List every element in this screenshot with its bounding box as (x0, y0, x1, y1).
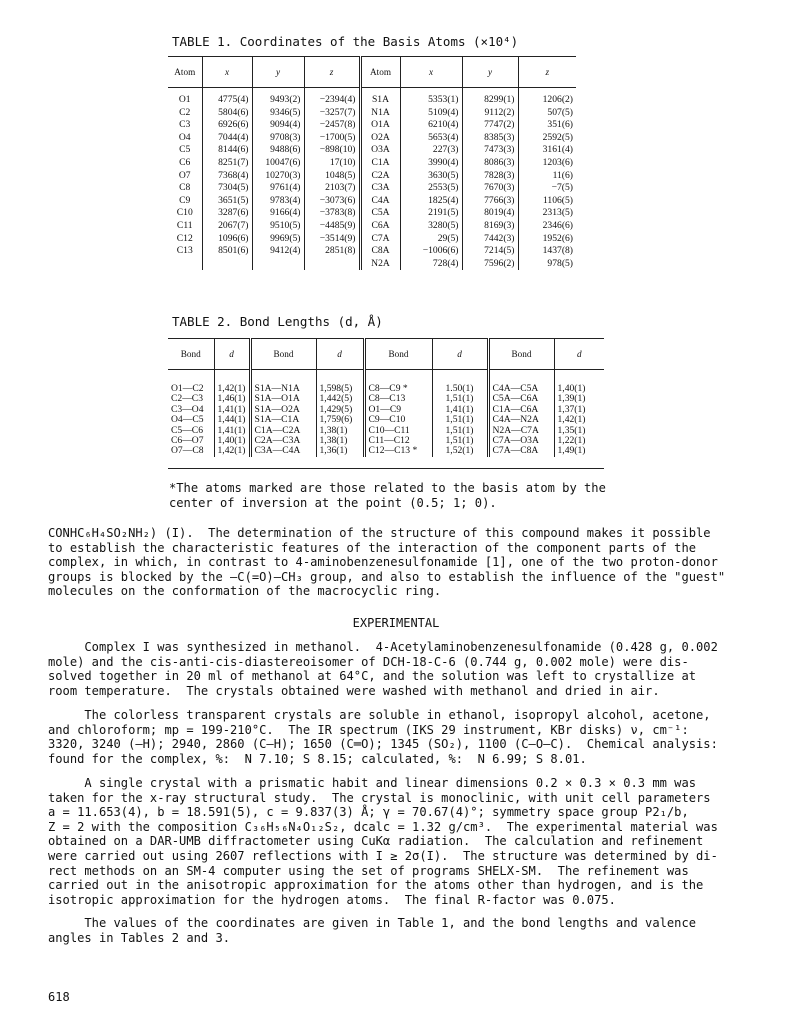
table1-x-right: 5353(1) 5109(4) 6210(4) 5653(4) 227(3) 3990(4) 3630(5) 2553(5) 1825(4) 2191(5) 3280(5) 29(5) −1006(6) 728(4) (400, 88, 462, 271)
paragraph-synthesis: Complex I was synthesized in methanol. 4-Acetylaminobenzenesulfonamide (0.428 g, 0.002 mole) and the cis-anti-cis-diastereoisomer of DCH-18-C-6 (0.744 g, 0.002 mole) were dis- solved together in 20 ml of methanol at 64°C, and the solution was left to crystallize at room temperature. The crystals obtained were washed with methanol and dried in air. (48, 640, 718, 698)
table1-header-atom: Atom (168, 57, 202, 88)
table2-bonds-3: C8—C9 * C8—C13 O1—C9 C9—C10 C10—C11 C11—C12 C12—C13 * (364, 370, 432, 457)
table2-bottom-rule (168, 468, 604, 469)
table1-header-y-2: y (462, 57, 518, 88)
table1-atoms-left: O1 C2 C3 O4 C5 C6 O7 C8 C9 C10 C11 C12 C13 (176, 94, 193, 257)
table2-d-2: 1,598(5) 1,442(5) 1,429(5) 1,759(6) 1,38(1) 1,38(1) 1,36(1) (316, 370, 364, 457)
table1 (168, 56, 576, 270)
section-heading: EXPERIMENTAL (352, 616, 440, 630)
page-number: 618 (48, 990, 70, 1004)
table2-header-bond-1: Bond (168, 339, 214, 370)
table2-d-3: 1.50(1) 1,51(1) 1,41(1) 1,51(1) 1,51(1) 1,51(1) 1,52(1) (432, 370, 488, 457)
table2-footnote: *The atoms marked are those related to the basis atom by the center of inversion at the point (0.5; 1; 0). (169, 481, 606, 510)
table2-caption: TABLE 2. Bond Lengths (d, Å) (172, 314, 383, 329)
table2-header-bond-3: Bond (364, 339, 432, 370)
table1-header-x: x (202, 57, 252, 88)
table1-atoms-right: S1A N1A O1A O2A O3A C1A C2A C3A C4A C5A C6A C7A C8A N2A (360, 88, 400, 271)
table2-header-d-2: d (316, 339, 364, 370)
table1-header-y: y (252, 57, 304, 88)
table1-y-right: 8299(1) 9112(2) 7747(2) 8385(3) 7473(3) 8086(3) 7828(3) 7670(3) 7766(3) 8019(4) 8169(3) 7442(3) 7214(5) 7596(2) (462, 88, 518, 271)
table1-header-z-2: z (518, 57, 576, 88)
table1-y-left: 9493(2) 9346(5) 9094(4) 9708(3) 9488(6) 10047(6) 10270(3) 9761(4) 9783(4) 9166(4) 9510(5) 9969(5) 9412(4) (252, 88, 304, 271)
table2-bonds-4: C4A—C5A C5A—C6A C1A—C6A C4A—N2A N2A—C7A C7A—O3A C7A—C8A (488, 370, 554, 457)
table2-header-bond-4: Bond (488, 339, 554, 370)
table1-z-left: −2394(4) −3257(7) −2457(8) −1700(5) −898(10) 17(10) 1048(5) 2103(7) −3073(6) −3783(8) −4485(9) −3514(9) 2851(8) (304, 88, 360, 271)
table2-header-d-1: d (214, 339, 250, 370)
table1-x-left: 4775(4) 5804(6) 6926(6) 7044(4) 8144(6) 8251(7) 7368(4) 7304(5) 3651(5) 3287(6) 2067(7) 1096(6) 8501(6) (202, 88, 252, 271)
table2-d-1: 1,42(1) 1,46(1) 1,41(1) 1,44(1) 1,41(1) 1,40(1) 1,42(1) (214, 370, 250, 457)
table1-z-right: 1206(2) 507(5) 351(6) 2592(5) 3161(4) 1203(6) 11(6) −7(5) 1106(5) 2313(5) 2346(6) 1952(6) 1437(8) 978(5) (518, 88, 576, 271)
paragraph-tables: The values of the coordinates are given in Table 1, and the bond lengths and valence angles in Tables 2 and 3. (48, 916, 697, 945)
table1-header-x-2: x (400, 57, 462, 88)
table2 (168, 338, 604, 457)
table2-d-4: 1,40(1) 1,39(1) 1,37(1) 1,42(1) 1,35(1) 1,22(1) 1,49(1) (554, 370, 604, 457)
table2-bonds-2: S1A—N1A S1A—O1A S1A—O2A S1A—C1A C1A—C2A C2A—C3A C3A—C4A (250, 370, 316, 457)
paragraph-xray: A single crystal with a prismatic habit and linear dimensions 0.2 × 0.3 × 0.3 mm was taken for the x-ray structural study. The crystal is monoclinic, with unit cell parameters a = 11.653(4), b = 18.591(5), c = 9.837(3) Å; γ = 70.67(4)°; symmetry space group P2₁/b, Z = 2 with the composition C₃₆H₅₆N₄O₁₂S₂, dcalc = 1.32 g/cm³. The experimental material was obtained on a DAR-UMB diffractometer using CuKα radiation. The calculation and refinement were carried out using 2607 reflections with I ≥ 2σ(I). The structure was determined by di- rect methods on an SM-4 computer using the set of programs SHELX-SM. The refinement was carried out in the anisotropic approximation for the atoms other than hydrogen, and is the isotropic approximation for the hydrogen atoms. The final R-factor was 0.075. (48, 776, 718, 907)
table2-header-d-3: d (432, 339, 488, 370)
paragraph-properties: The colorless transparent crystals are soluble in ethanol, isopropyl alcohol, acetone, and chloroform; mp = 199-210°C. The IR spectrum (IKS 29 instrument, KBr disks) ν, cm⁻¹: 3320, 3240 (—H); 2940, 2860 (C—H); 1650 (C═O); 1345 (SO₂), 1100 (C—O—C). Chemical analysis: found for the complex, %: N 7.10; S 8.15; calculated, %: N 6.99; S 8.01. (48, 708, 718, 766)
table1-caption: TABLE 1. Coordinates of the Basis Atoms (×10⁴) (172, 34, 519, 49)
table2-header-d-4: d (554, 339, 604, 370)
table1-header-z: z (304, 57, 360, 88)
table1-header-atom-2: Atom (360, 57, 400, 88)
intro-paragraph: CONHC₆H₄SO₂NH₂) (I). The determination of the structure of this compound makes it possible to establish the characteristic features of the interaction of the component parts of the complex, in which, in contrast to 4-aminobenzenesulfonamide [1], one of the two proton-donor groups is blocked by the —C(=O)—CH₃ group, and also to establish the influence of the "guest" molecules on the conformation of the macrocyclic ring. (48, 526, 726, 599)
table2-header-bond-2: Bond (250, 339, 316, 370)
table2-bonds-1: O1—C2 C2—C3 C3—O4 O4—C5 C5—C6 C6—O7 O7—C8 (171, 383, 204, 457)
